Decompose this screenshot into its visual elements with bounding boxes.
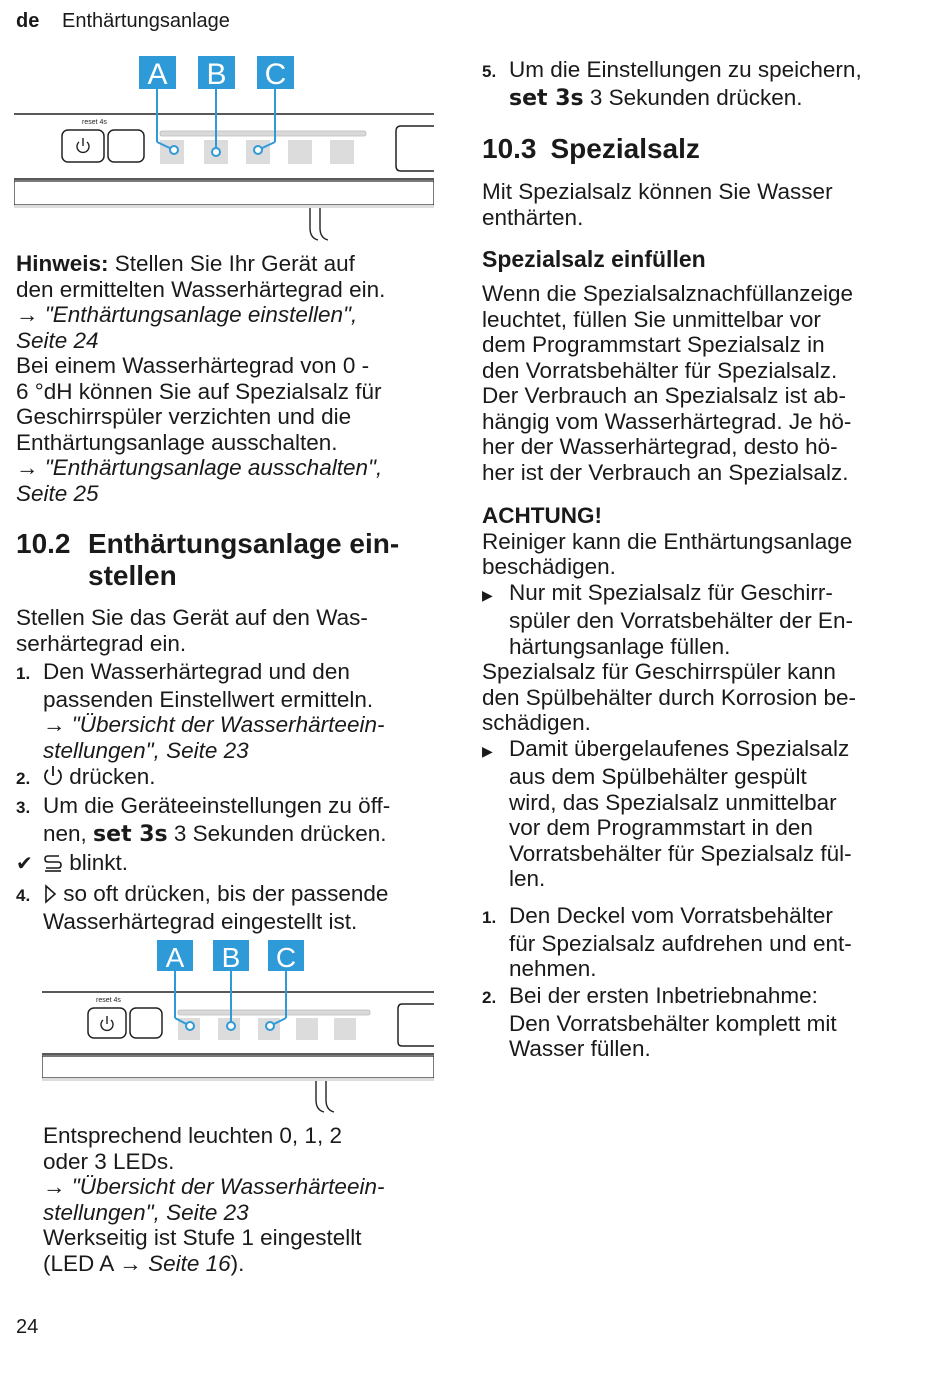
step-5: 5. Um die Einstellungen zu speichern, set 3s 3 Sekunden drücken. [482, 57, 862, 111]
reset-button[interactable] [108, 130, 144, 162]
control-panel-figure-2 [42, 940, 434, 1115]
step-2: 2. drücken. [16, 764, 156, 789]
reset-button[interactable] [130, 1008, 162, 1038]
led-d [296, 1018, 318, 1040]
step-result: ✔ blinkt. [16, 850, 446, 878]
step-4: 4. so oft drücken, bis der passende Wasserhärtegrad eingestellt ist. [16, 881, 389, 934]
section-intro: Stellen Sie das Gerät auf den Was- serhärtegrad ein. [16, 605, 368, 656]
subsection-title: Spezialsalz einfüllen [482, 246, 706, 272]
cross-reference-link[interactable]: Seite 16 [148, 1250, 231, 1276]
control-panel-figure-1 [14, 56, 434, 246]
cross-reference-link[interactable]: "Enthärtungsanlage einstellen", [44, 302, 358, 327]
section-heading-10-2: 10.2 [16, 528, 71, 559]
hint-block: Hinweis: Stellen Sie Ihr Gerät auf den ermittelten Wasserhärtegrad ein. → "Enthärtungsanlage einstellen", Seite 24 Bei einem Wasserhärtegrad von 0 - 6 °dH können Sie auf Spezialsalz für Geschirrspüler verzichten und die Enthärtungsanlage ausschalten. → "Enthärtungsanlage ausschalten", Seite 25 [16, 251, 386, 506]
bullet-icon: ▶ [482, 742, 493, 759]
arrow-icon: → [16, 302, 45, 327]
arrow-icon: → [43, 1174, 72, 1199]
power-icon [43, 765, 63, 787]
callout-c: C [275, 942, 297, 973]
led-e [334, 1018, 356, 1040]
hint-label: Hinweis: [16, 251, 109, 276]
reset-label: reset 4s [82, 119, 107, 126]
arrow-icon: → [16, 455, 45, 480]
callout-a: A [147, 58, 168, 91]
cross-reference-link[interactable]: "Übersicht der Wasserhärteein- [71, 1174, 385, 1199]
callout-b: B [206, 58, 227, 91]
arrow-icon: → [119, 1250, 149, 1276]
softener-icon [43, 853, 63, 873]
after-figure-text: Entsprechend leuchten 0, 1, 2 oder 3 LEDs. → "Übersicht der Wasserhärteein- stellungen", Seite 23 Werkseitig ist Stufe 1 eingestellt (LED A → Seite 16). [43, 1123, 385, 1276]
cross-reference-link[interactable]: "Übersicht der Wasserhärteein- [71, 712, 385, 737]
led-e [330, 140, 354, 164]
section-intro: Mit Spezialsalz können Sie Wasser enthärten. [482, 179, 833, 230]
next-arrow-icon [43, 884, 57, 904]
arrow-icon: → [43, 712, 72, 737]
callout-c: C [264, 58, 287, 91]
warning-title: ACHTUNG! [482, 503, 602, 528]
section-title: Spezialsalz [550, 133, 700, 164]
callout-a: A [165, 942, 185, 973]
bullet-icon: ▶ [482, 586, 493, 603]
salt-paragraph: Wenn die Spezialsalznachfüllanzeige leuchtet, füllen Sie unmittelbar vor dem Programmstart Spezialsalz in den Vorratsbehälter für Spezialsalz. Der Verbrauch an Spezialsalz ist ab- hängig vom Wasserhärtegrad. Je hö- her der Wasserhärtegrad, desto hö- her ist der Verbrauch an Spezialsalz. [482, 281, 854, 485]
cross-reference-link[interactable]: "Enthärtungsanlage ausschalten", [44, 455, 383, 480]
led-d [288, 140, 312, 164]
reset-label: reset 4s [96, 997, 121, 1004]
step-1: 1. Den Wasserhärtegrad und den passenden Einstellwert ermitteln. → "Übersicht der Wasserhärteein- stellungen", Seite 23 [16, 659, 385, 763]
page-header-title: Enthärtungsanlage [62, 10, 230, 32]
step-3: 3. Um die Geräteeinstellungen zu öff- nen, set 3s 3 Sekunden drücken. [16, 793, 391, 847]
page-number: 24 [16, 1316, 39, 1338]
fill-step-2: 2. Bei der ersten Inbetriebnahme: Den Vorratsbehälter komplett mit Wasser füllen. [482, 983, 837, 1061]
set-3s-button-label: set 3s [93, 821, 168, 847]
section-title: Enthärtungsanlage ein- [88, 528, 400, 559]
fill-step-1: 1. Den Deckel vom Vorratsbehälter für Spezialsalz aufdrehen und ent- nehmen. [482, 903, 852, 981]
language-code: de [16, 10, 40, 32]
checkmark-icon: ✔ [16, 853, 33, 875]
warning-block: ACHTUNG! Reiniger kann die Enthärtungsanlage beschädigen. ▶ Nur mit Spezialsalz für Geschirr- spüler den Vorratsbehälter der En- härtungsanlage füllen. Spezialsalz für Geschirrspüler kann den Spülbehälter durch Korrosion be- schädigen. ▶ Damit übergelaufenes Spezialsalz aus dem Spülbehälter gespült wird, das Spezialsalz unmittelbar vor dem Programmstart in den Vorratsbehälter für Spezialsalz fül- len. [482, 503, 922, 892]
callout-b: B [221, 942, 241, 973]
section-heading-10-3: 10.3 Spezialsalz [482, 133, 700, 164]
set-3s-button-label: set 3s [509, 85, 584, 111]
